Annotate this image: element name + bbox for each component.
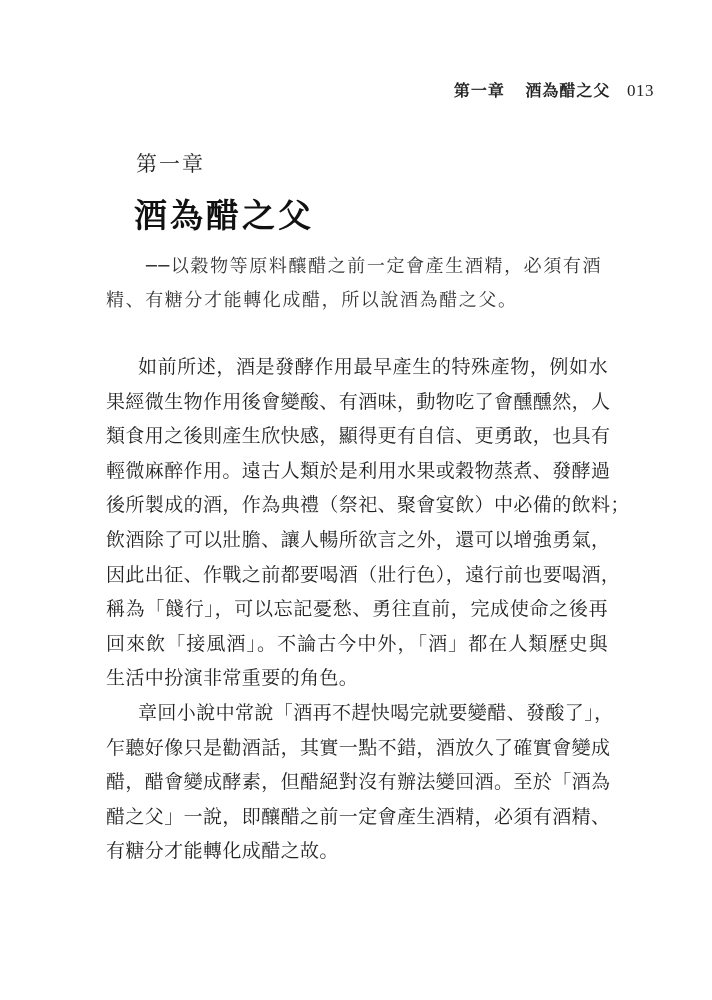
running-head — [454, 78, 654, 101]
running-head-title: 酒為醋之父 — [525, 81, 611, 100]
paragraph-line: 如前所述，酒是發酵作用最早產生的特殊產物，例如水 — [138, 356, 608, 378]
paragraph-line: 回來飲「接風酒」。不論古今中外，「酒」都在人類歷史與 — [106, 632, 608, 655]
running-head-chapter: 第一章 — [453, 81, 505, 100]
paragraph-line: 因此出征、作戰之前都要喝酒（壯行色），遠行前也要喝酒， — [106, 563, 621, 586]
chapter-title: 酒為醋之父 — [134, 196, 314, 235]
paragraph-line: 輕微麻醉作用。遠古人類於是利用水果或穀物蒸煮、發酵過 — [106, 459, 611, 482]
paragraph-line: 章回小說中常說「酒再不趕快喝完就要變醋、發酸了」， — [138, 701, 614, 724]
paragraph-line: 醋之父」一說，即釀醋之前一定會產生酒精，必須有酒精、 — [106, 805, 611, 828]
paragraph-line: 乍聽好像只是勸酒話，其實一點不錯，酒放久了確實會變成 — [106, 736, 611, 759]
chapter-label: 第一章 — [136, 152, 205, 176]
paragraph-line: 果經微生物作用後會變酸、有酒味，動物吃了會醺醺然，人 — [106, 390, 611, 413]
paragraph-line: 有糖分才能轉化成醋之故。 — [106, 840, 339, 863]
paragraph-line: 後所製成的酒，作為典禮（祭祀、聚會宴飲）中必備的飲料； — [106, 494, 630, 517]
chapter-subtitle — [106, 250, 606, 318]
subtitle-line: ──以穀物等原料釀醋之前一定會產生酒精，必須有酒 — [146, 256, 603, 277]
paragraph-line: 醋，醋會變成酵素，但醋絕對沒有辦法變回酒。至於「酒為 — [106, 771, 611, 794]
paragraph-line: 生活中扮演非常重要的角色。 — [106, 667, 359, 690]
paragraph-line: 飲酒除了可以壯膽、讓人暢所欲言之外，還可以增強勇氣， — [106, 528, 611, 551]
paragraph-line: 稱為「餞行」，可以忘記憂愁、勇往直前，完成使命之後再 — [106, 598, 608, 621]
subtitle-line: 精、有糖分才能轉化成醋，所以說酒為醋之父。 — [106, 290, 518, 311]
body-text — [106, 350, 630, 869]
paragraph-line: 類食用之後則產生欣快感，顯得更有自信、更勇敢，也具有 — [106, 425, 611, 448]
page-number: 013 — [627, 81, 654, 100]
